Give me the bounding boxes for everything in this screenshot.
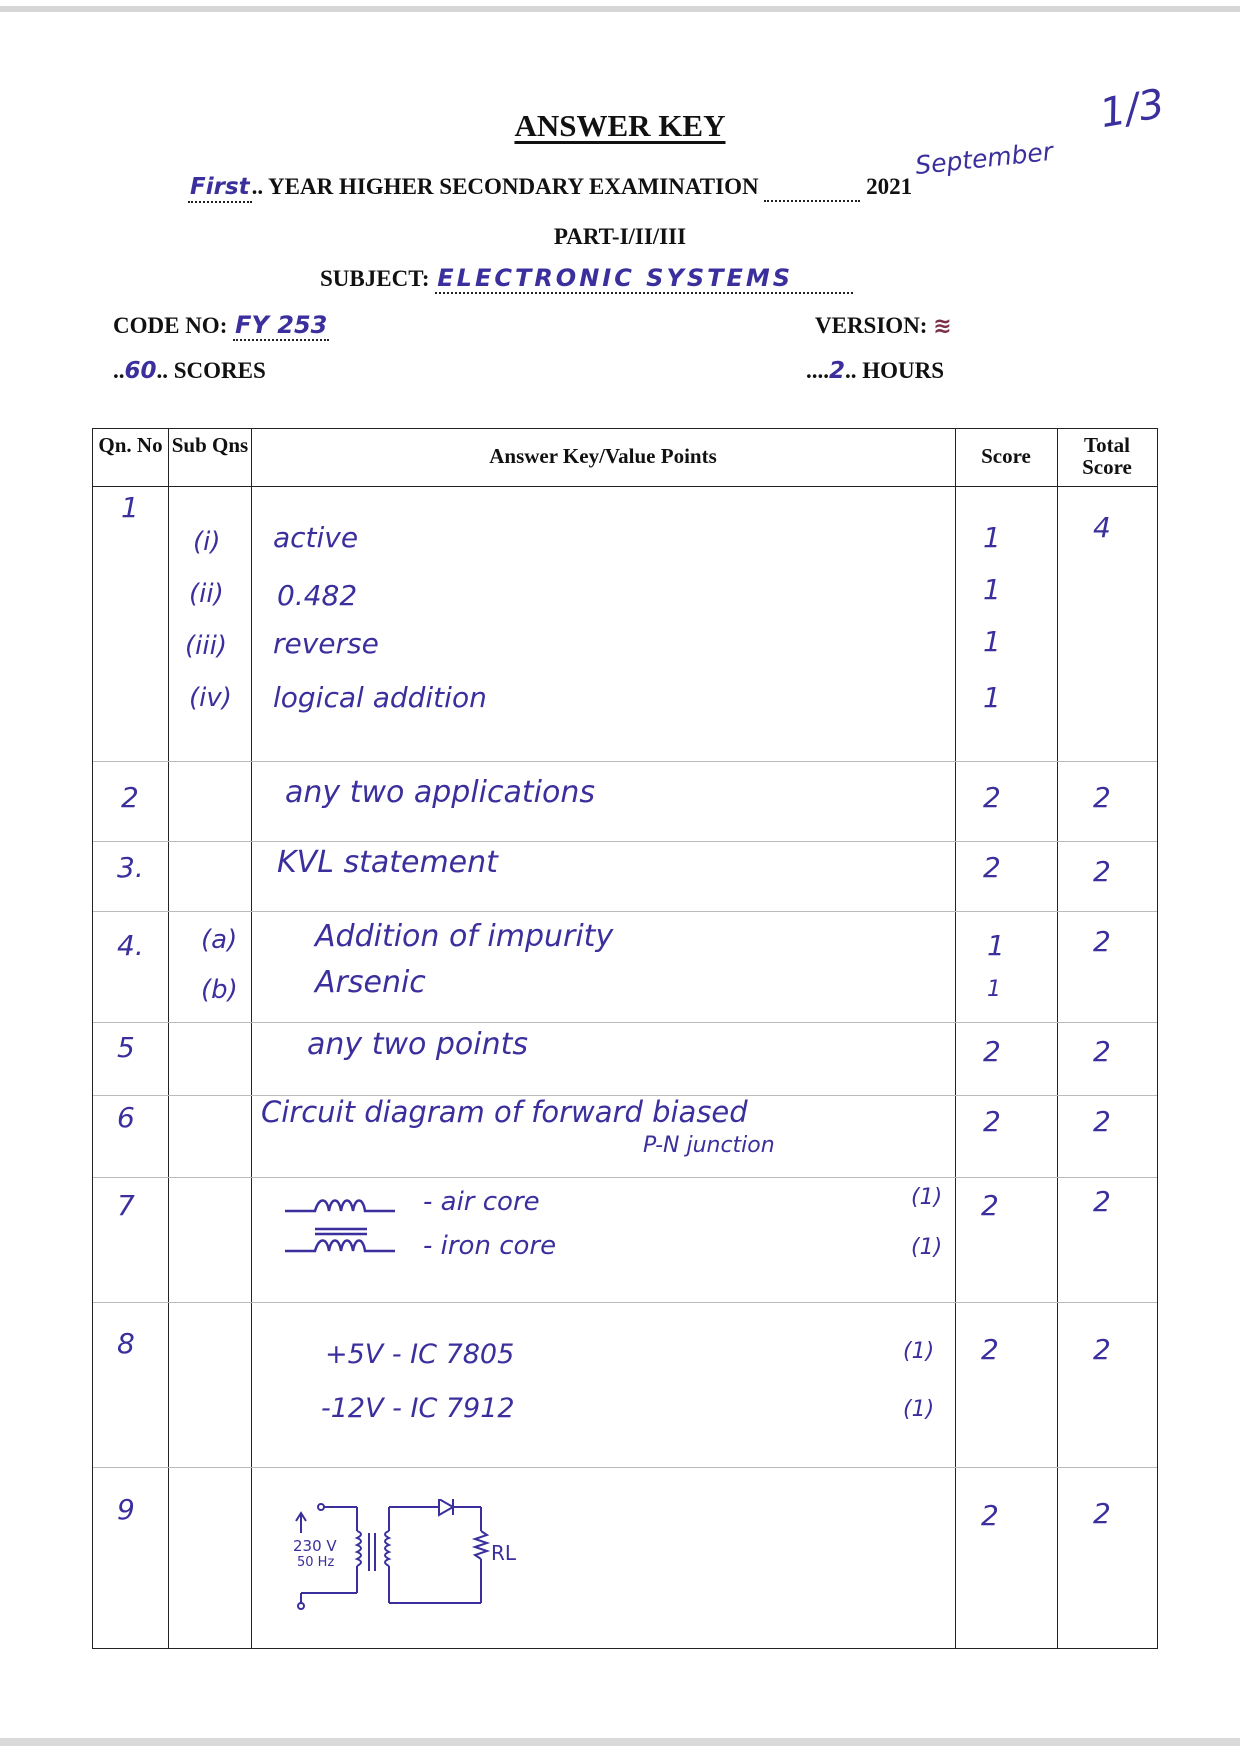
qn-4: 4. (117, 929, 144, 962)
total-score-9: 2 (1093, 1497, 1111, 1530)
hours-label: HOURS (862, 358, 945, 383)
row-divider (93, 911, 1157, 912)
q7-mark-1: (1) (911, 1185, 943, 1210)
version-line (815, 313, 952, 339)
row-divider (93, 1022, 1157, 1023)
answer-4-b: Arsenic (315, 965, 426, 1000)
air-core-coil-icon (283, 1191, 403, 1221)
subject-value: ELECTRONIC SYSTEMS (435, 266, 853, 294)
iron-core-coil-icon (283, 1225, 403, 1259)
sub-4-a: (a) (201, 925, 238, 955)
score-8: 2 (981, 1333, 999, 1366)
score-1-ii: 1 (983, 573, 1001, 606)
qn-6: 6 (117, 1101, 135, 1134)
score-3: 2 (983, 851, 1001, 884)
subject-line (320, 266, 853, 294)
answer-4-a: Addition of impurity (315, 919, 614, 954)
score-5: 2 (983, 1035, 1001, 1068)
q8-mark-2: (1) (903, 1397, 935, 1422)
score-1-iii: 1 (983, 625, 1001, 658)
q8-line-1: +5V - IC 7805 (325, 1339, 515, 1370)
score-1-iv: 1 (983, 681, 1001, 714)
scan-edge-top (0, 6, 1240, 12)
col-header-score: Score (981, 444, 1031, 468)
q9-source-voltage: 230 V (293, 1537, 337, 1555)
total-score-8: 2 (1093, 1333, 1111, 1366)
score-7: 2 (981, 1189, 999, 1222)
answer-1-i: active (273, 521, 359, 554)
score-1-i: 1 (983, 521, 1001, 554)
score-2: 2 (983, 781, 1001, 814)
row-divider (93, 761, 1157, 762)
month-blank (764, 175, 860, 202)
answer-1-ii: 0.482 (277, 579, 358, 612)
total-score-3: 2 (1093, 855, 1111, 888)
exam-line: First.. YEAR HIGHER SECONDARY EXAMINATION 2021 (188, 174, 912, 203)
total-score-1: 4 (1093, 511, 1111, 544)
col-header-sub: Sub Qns (171, 433, 249, 457)
scan-edge-bottom (0, 1738, 1240, 1746)
sub-1-i: (i) (193, 527, 221, 557)
page-mark: 1/3 (1096, 80, 1168, 138)
q7-line-2: - iron core (423, 1231, 557, 1261)
total-score-7: 2 (1093, 1185, 1111, 1218)
answer-6: Circuit diagram of forward biased (261, 1095, 748, 1129)
score-4-b: 1 (987, 977, 1001, 1002)
row-divider (93, 1177, 1157, 1178)
page-title: ANSWER KEY (514, 108, 726, 143)
sub-1-ii: (ii) (189, 579, 224, 609)
total-score-4: 2 (1093, 925, 1111, 958)
score-6: 2 (983, 1105, 1001, 1138)
q7-mark-2: (1) (911, 1235, 943, 1260)
answer-1-iv: logical addition (273, 681, 487, 714)
answer-6-line2: P-N junction (643, 1133, 775, 1158)
score-9: 2 (981, 1499, 999, 1532)
scores-value: 60 (124, 358, 157, 384)
answer-1-iii: reverse (273, 627, 379, 660)
qn-9: 9 (117, 1493, 135, 1526)
qn-2: 2 (121, 781, 139, 814)
total-score-6: 2 (1093, 1105, 1111, 1138)
code-line (113, 313, 329, 341)
answer-5: any two points (307, 1027, 529, 1062)
q8-mark-1: (1) (903, 1339, 935, 1364)
version-scribble: ≋ (933, 314, 952, 339)
col-header-qn: Qn. No (98, 433, 163, 457)
qn-3: 3. (117, 851, 144, 884)
sub-4-b: (b) (201, 975, 238, 1005)
code-value: FY 253 (235, 311, 328, 339)
col-divider (251, 429, 252, 1648)
answer-2: any two applications (285, 775, 595, 810)
col-header-total: Total Score (1082, 433, 1132, 480)
total-score-2: 2 (1093, 781, 1111, 814)
answer-table (92, 428, 1158, 1649)
row-divider (93, 841, 1157, 842)
code-label: CODE NO: (113, 313, 228, 338)
scores-line: ..60.. SCORES (113, 358, 266, 384)
col-header-answer: Answer Key/Value Points (489, 444, 717, 468)
qn-7: 7 (117, 1189, 135, 1222)
q9-load-label: RL (491, 1541, 517, 1565)
exam-text: YEAR HIGHER SECONDARY EXAMINATION (268, 174, 759, 199)
total-score-5: 2 (1093, 1035, 1111, 1068)
qn-1: 1 (121, 491, 139, 524)
header-divider (93, 486, 1157, 487)
sub-1-iii: (iii) (185, 631, 227, 661)
hours-value: 2 (829, 358, 846, 384)
score-4-a: 1 (987, 929, 1005, 962)
version-label: VERSION: (815, 313, 928, 338)
q9-source-frequency: 50 Hz (297, 1555, 335, 1570)
part-line: PART-I/II/III (553, 224, 687, 249)
row-divider (93, 1302, 1157, 1303)
subject-label: SUBJECT: (320, 266, 430, 291)
qn-8: 8 (117, 1327, 135, 1360)
qn-5: 5 (117, 1031, 135, 1064)
col-divider (168, 429, 169, 1648)
exam-year: 2021 (866, 174, 913, 199)
hours-line: ....2.. HOURS (806, 358, 945, 384)
year-value: First (188, 176, 252, 203)
col-divider (1057, 429, 1058, 1648)
col-divider (955, 429, 956, 1648)
q8-line-2: -12V - IC 7912 (321, 1393, 515, 1424)
answer-3: KVL statement (277, 845, 498, 880)
exam-month: September (913, 136, 1055, 181)
scores-label: SCORES (173, 358, 266, 383)
sub-1-iv: (iv) (189, 683, 232, 713)
q7-line-1: - air core (423, 1187, 540, 1217)
row-divider (93, 1467, 1157, 1468)
